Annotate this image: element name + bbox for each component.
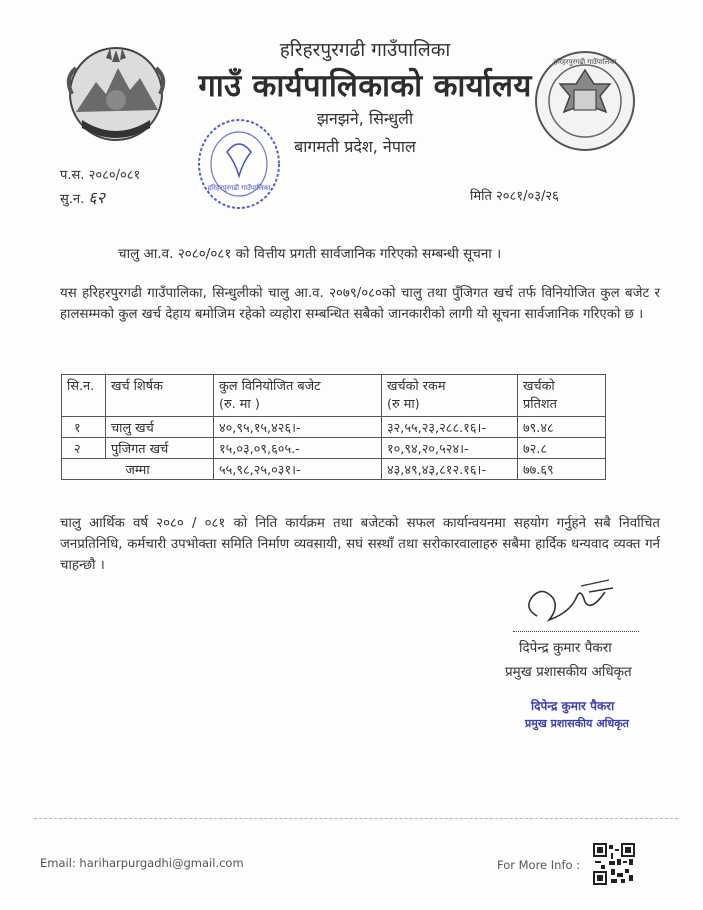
row-percent: ७९.४८ xyxy=(518,417,606,438)
row-budget: १५,०३,०९,६०५.- xyxy=(214,438,382,459)
footer-email: Email: hariharpurgadhi@gmail.com xyxy=(40,856,244,870)
stamp-signatory-name: दिपेन्द्र कुमार पैकरा xyxy=(531,699,615,713)
table-header-row xyxy=(62,375,606,417)
header-expense-unit: (रु मा) xyxy=(387,397,420,412)
signature-line xyxy=(513,631,639,632)
row-percent: ७२.८ xyxy=(518,438,606,459)
office-stamp-icon xyxy=(193,112,285,212)
header-expense-label: खर्चको रकम xyxy=(387,379,446,394)
header-percent-label: खर्चको xyxy=(523,379,555,394)
header-budget-unit: (रु. मा ) xyxy=(219,397,260,412)
municipality-name: हरिहरपुरगढी गाउँपालिका xyxy=(279,39,451,61)
office-location: झनझने, सिन्धुली xyxy=(316,109,414,128)
municipality-seal-icon xyxy=(534,50,636,152)
office-title: गाउँ कार्यपालिकाको कार्यालय xyxy=(198,68,532,104)
footer-divider xyxy=(34,818,678,819)
finance-table xyxy=(61,374,606,480)
office-province: बागमती प्रदेश, नेपाल xyxy=(294,137,416,156)
signatory-title: प्रमुख प्रशासकीय अधिकृत xyxy=(505,664,632,680)
signature-scrawl-icon xyxy=(519,578,617,634)
dispatch-value: ६२ xyxy=(88,188,105,207)
header-sn: सि.न. xyxy=(62,375,106,417)
stamp-ring-text: हरिहरपुरगढी गाउँपालिका xyxy=(207,184,271,192)
total-percent: ७७.६९ xyxy=(518,459,606,480)
header-percent-unit: प्रतिशत xyxy=(523,397,557,412)
total-label: जम्मा xyxy=(62,459,214,480)
table-row xyxy=(62,417,606,438)
signatory-name: दिपेन्द्र कुमार पैकरा xyxy=(519,640,612,656)
nepal-emblem-icon xyxy=(62,38,170,146)
table-row xyxy=(62,438,606,459)
total-expense: ४३,४९,४३,८१२.१६।- xyxy=(382,459,518,480)
table-total-row xyxy=(62,459,606,480)
thanks-paragraph: चालु आर्थिक वर्ष २०८० / ०८१ को निति कार्यक्रम तथा बजेटको सफल कार्यान्वयनमा सहयोग गर्नुहने सबै निर्वाचित जनप्रतिनिधि, कर्मचारी उपभोक्ता समिति निर्माण व्यवसायी, सघं सस्थाँ तथा सरोकारवालाहरु सबैमा हार्दिक धन्यवाद व्यक्त गर्न चाहन्छौ । xyxy=(60,516,660,573)
header-expense xyxy=(382,375,518,417)
header-budget xyxy=(214,375,382,417)
row-budget: ४०,९५,१५,४२६।- xyxy=(214,417,382,438)
row-heading: पुजिगत खर्च xyxy=(106,438,214,459)
row-expense: १०,९४,२०,५२४।- xyxy=(382,438,518,459)
dispatch-number xyxy=(60,186,105,208)
qr-code-icon xyxy=(593,843,635,885)
seal-ring-text: हरिहरपुरगढी गाउँपालिका xyxy=(553,58,617,66)
footer-more-info: For More Info : xyxy=(497,858,581,872)
intro-paragraph: यस हरिहरपुरगढी गाउँपालिका, सिन्धुलीको चालु आ.व. २०७९/०८०को चालु तथा पुँजिगत खर्च तर्फ विनियोजित कुल बजेट र हालसम्मको कुल खर्च देहाय बमोजिम रहेको व्यहोरा सम्बन्धित सबैको जानकारीको लागी यो सूचना सार्वजानिक गरिएको छ । xyxy=(60,286,660,322)
letter-date: मिति २०८१/०३/२६ xyxy=(470,189,559,204)
letter-number: प.स. २०८०/०८१ xyxy=(60,168,141,183)
total-budget: ५५,९८,२५,०३१।- xyxy=(214,459,382,480)
notice-subject: चालु आ.व. २०८०/०८१ को वित्तीय प्रगती सार्वजानिक गरिएको सम्बन्धी सूचना । xyxy=(118,246,502,262)
row-sn: १ xyxy=(62,417,106,438)
row-heading: चालु खर्च xyxy=(106,417,214,438)
dispatch-label: सु.न. xyxy=(60,192,85,207)
header-heading: खर्च शिर्षक xyxy=(106,375,214,417)
header-percent xyxy=(518,375,606,417)
header-budget-label: कुल विनियोजित बजेट xyxy=(219,379,321,394)
stamp-signatory-title: प्रमुख प्रशासकीय अधिकृत xyxy=(525,717,629,730)
row-sn: २ xyxy=(62,438,106,459)
row-expense: ३२,५५,२३,२८८.१६।- xyxy=(382,417,518,438)
